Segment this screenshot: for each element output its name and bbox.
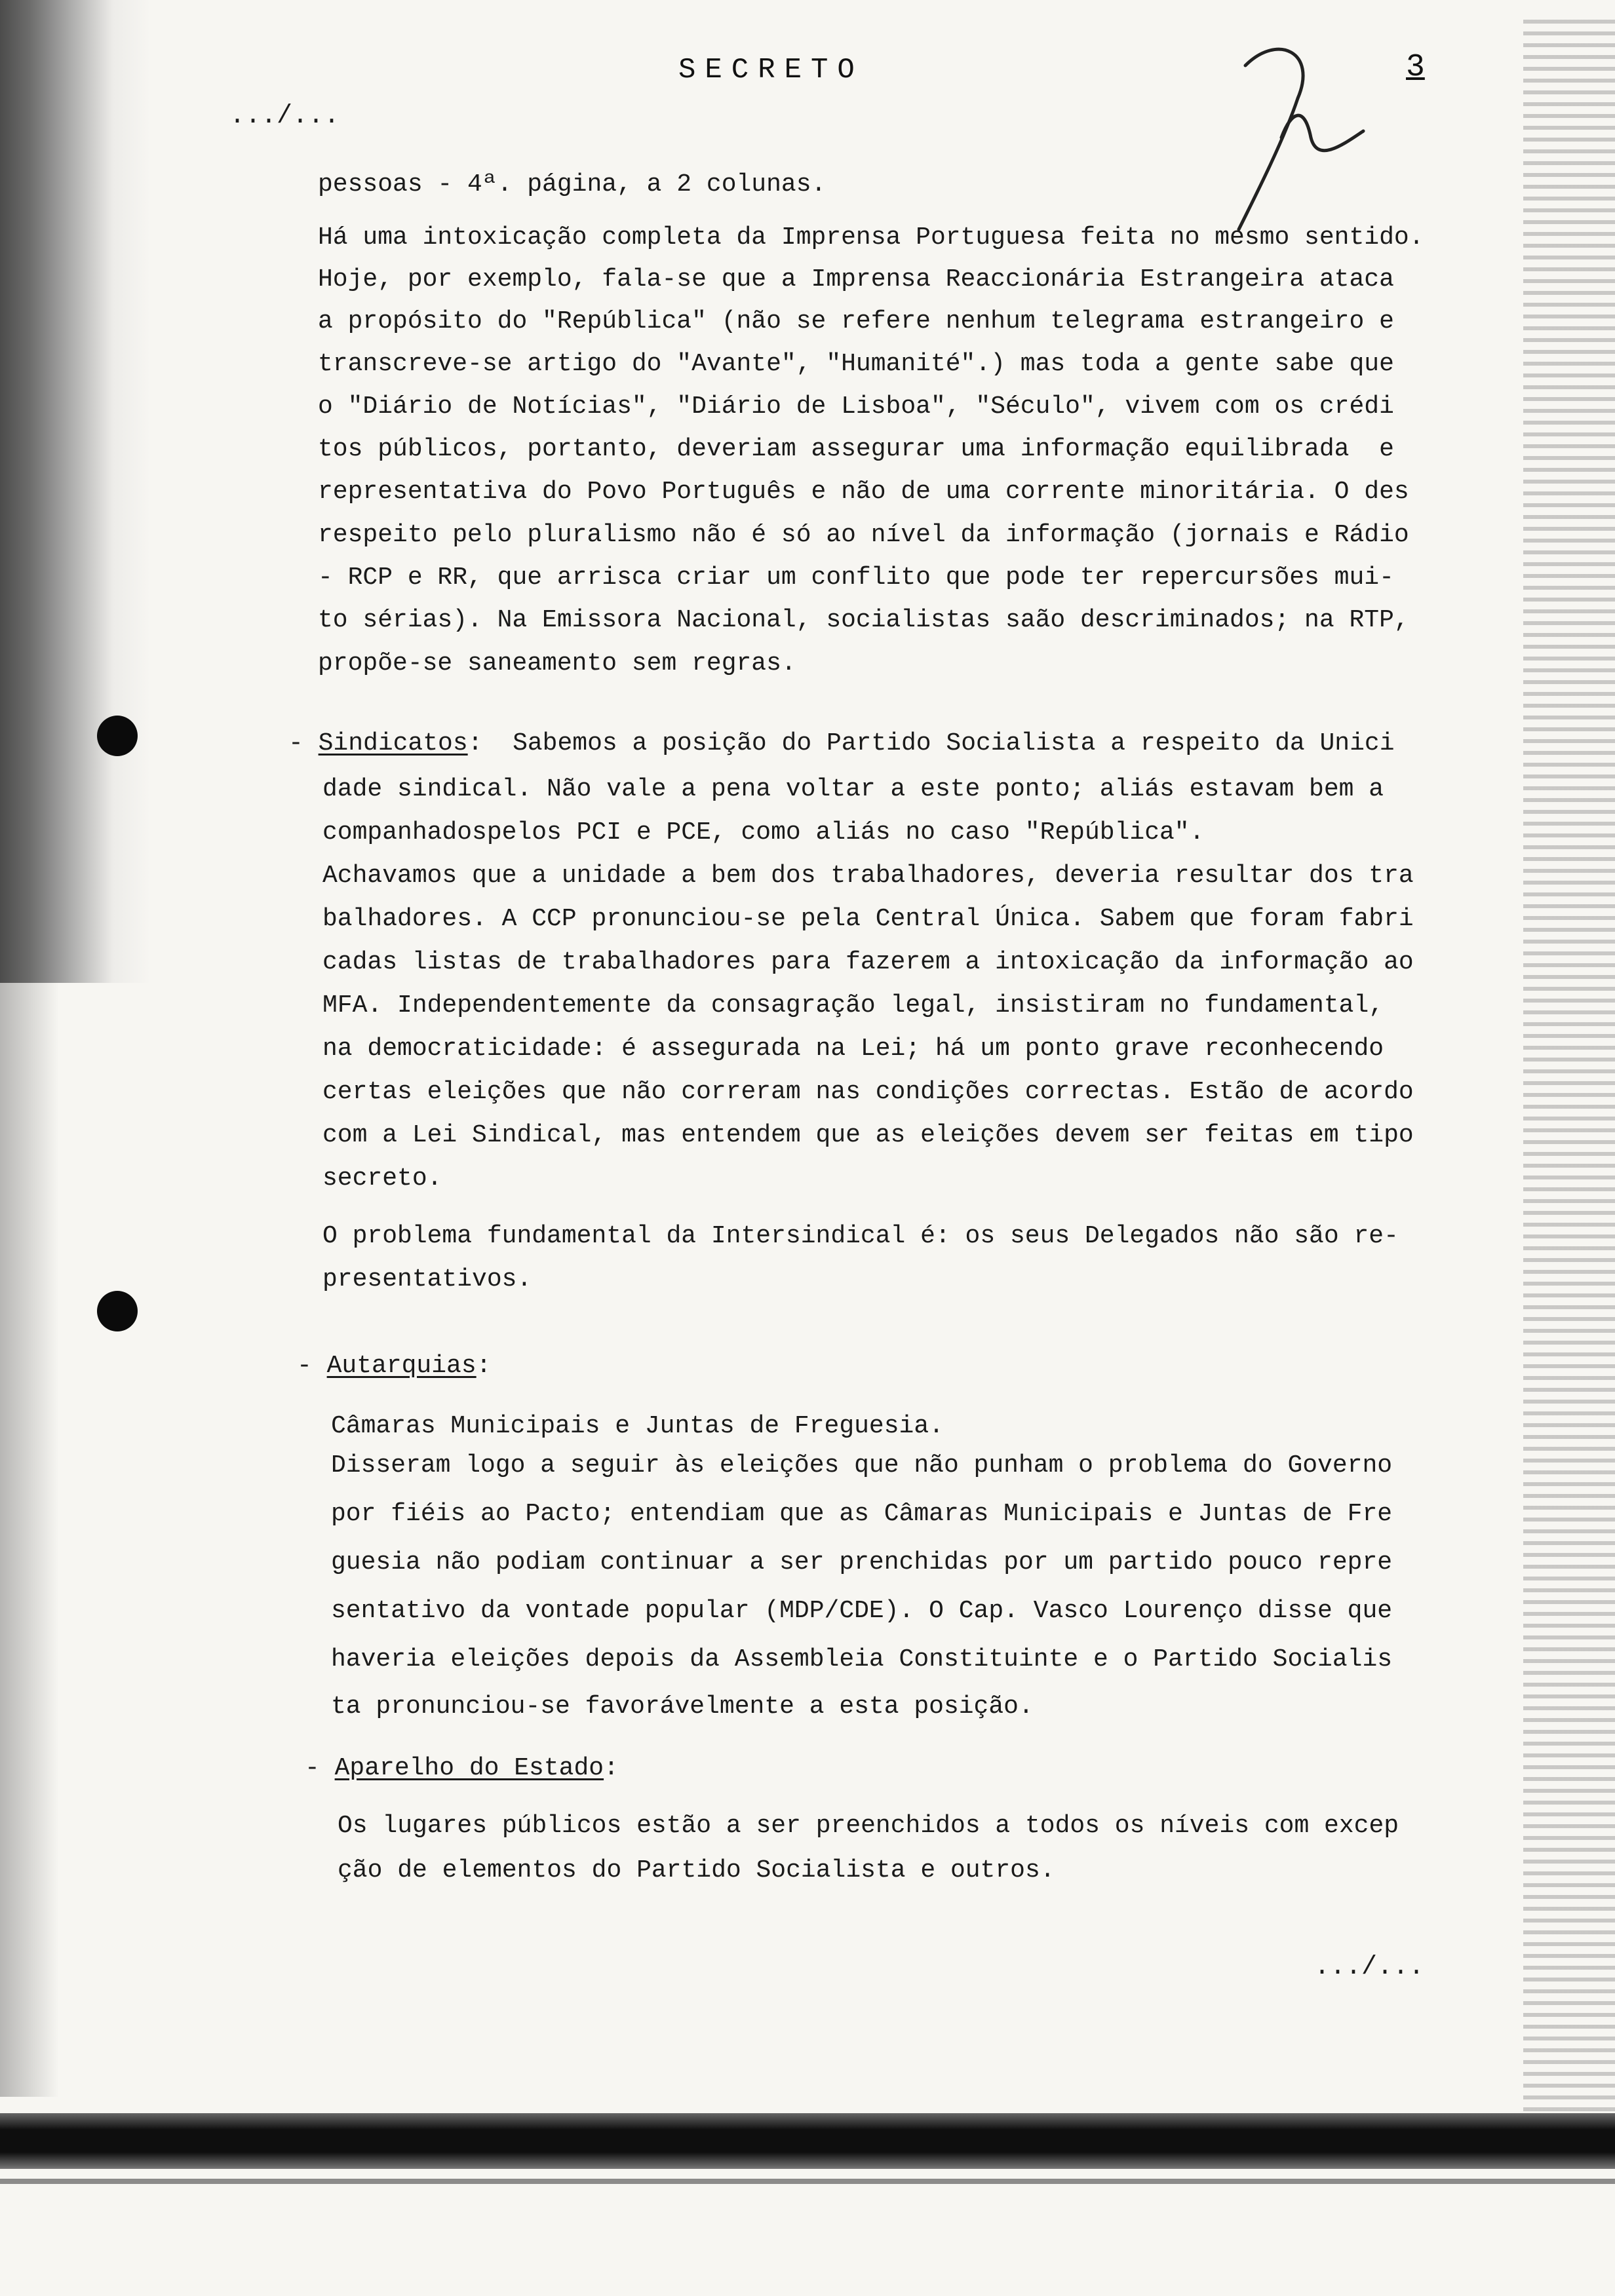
text-line: Disseram logo a seguir às eleições que não punham o problema do Governo [331, 1451, 1393, 1480]
text-line: na democraticidade: é assegurada na Lei; há um ponto grave reconhecendo [322, 1035, 1384, 1063]
text-line: MFA. Independentemente da consagração legal, insistiram no fundamental, [322, 991, 1384, 1020]
list-dash: - [305, 1754, 335, 1782]
text-line: tos públicos, portanto, deveriam assegurar uma informação equilibrada e [318, 435, 1394, 463]
text-line: representativa do Povo Português e não de uma corrente minoritária. O des [318, 478, 1409, 506]
intro-line: pessoas - 4ª. página, a 2 colunas. [318, 170, 827, 199]
punch-hole-icon [97, 1291, 138, 1331]
text-line: haveria eleições depois da Assembleia Constituinte e o Partido Socialis [331, 1645, 1393, 1674]
classification-header: SECRETO [678, 54, 864, 86]
heading-colon: : [604, 1754, 619, 1782]
text-line: respeito pelo pluralismo não é só ao nível da informação (jornais e Rádio [318, 521, 1409, 549]
heading-colon: : [476, 1352, 492, 1380]
text-line: secreto. [322, 1164, 442, 1193]
text-line: Sabemos a posição do Partido Socialista a respeito da Unici [482, 729, 1395, 757]
text-line: Achavamos que a unidade a bem dos trabalhadores, deveria resultar dos tra [322, 862, 1414, 890]
text-line: balhadores. A CCP pronunciou-se pela Central Única. Sabem que foram fabri [322, 905, 1414, 933]
section-heading-line [297, 1350, 491, 1383]
continuation-mark-bottom: .../... [1314, 1953, 1425, 1982]
list-dash: - [297, 1352, 327, 1380]
text-line: Os lugares públicos estão a ser preenchidos a todos os níveis com excep [338, 1812, 1399, 1840]
list-dash: - [288, 729, 319, 757]
text-line: sentativo da vontade popular (MDP/CDE). O Cap. Vasco Lourenço disse que [331, 1597, 1393, 1625]
scan-line-bottom [0, 2179, 1615, 2184]
text-line: O problema fundamental da Intersindical é: os seus Delegados não são re- [322, 1222, 1399, 1250]
scan-shadow-left-lower [0, 983, 59, 2097]
section-heading: Sindicatos [318, 729, 468, 757]
text-line: presentativos. [322, 1265, 532, 1293]
text-line: transcreve-se artigo do "Avante", "Humanité".) mas toda a gente sabe que [318, 350, 1394, 378]
text-line: propõe-se saneamento sem regras. [318, 649, 796, 678]
text-line: ção de elementos do Partido Socialista e outros. [338, 1856, 1055, 1885]
section-heading-line [288, 727, 1395, 760]
continuation-mark-top: .../... [229, 102, 340, 131]
text-line: - RCP e RR, que arrisca criar um conflito que pode ter repercursões mui- [318, 564, 1394, 592]
section-heading: Aparelho do Estado [334, 1754, 604, 1782]
text-line: to sérias). Na Emissora Nacional, socialistas saão descriminados; na RTP, [318, 606, 1409, 634]
text-line: Há uma intoxicação completa da Imprensa Portuguesa feita no mesmo sentido. [318, 223, 1424, 252]
text-line: com a Lei Sindical, mas entendem que as eleições devem ser feitas em tipo [322, 1121, 1414, 1149]
text-line: ta pronunciou-se favorávelmente a esta posição. [331, 1693, 1034, 1721]
section-heading-line [305, 1752, 619, 1785]
text-line: a propósito do "República" (não se refere nenhum telegrama estrangeiro e [318, 307, 1394, 335]
text-line: Câmaras Municipais e Juntas de Freguesia. [331, 1412, 944, 1440]
heading-colon: : [467, 729, 483, 757]
scan-bar-bottom [0, 2113, 1615, 2169]
handwritten-initials-icon [1219, 39, 1376, 236]
punch-hole-icon [97, 716, 138, 756]
text-line: o "Diário de Notícias", "Diário de Lisboa", "Século", vivem com os crédi [318, 392, 1394, 421]
text-line: companhadospelos PCI e PCE, como aliás no caso "República". [322, 818, 1205, 847]
text-line: cadas listas de trabalhadores para fazerem a intoxicação da informação ao [322, 948, 1414, 976]
text-line: guesia não podiam continuar a ser prenchidas por um partido pouco repre [331, 1548, 1393, 1577]
scan-shadow-left [0, 0, 151, 983]
text-line: certas eleições que não correram nas condições correctas. Estão de acordo [322, 1078, 1414, 1106]
scan-noise-right [1523, 20, 1615, 2149]
text-line: dade sindical. Não vale a pena voltar a este ponto; aliás estavam bem a [322, 775, 1384, 803]
text-line: por fiéis ao Pacto; entendiam que as Câmaras Municipais e Juntas de Fre [331, 1500, 1393, 1528]
page-number: 3 [1406, 50, 1425, 85]
section-heading: Autarquias [326, 1352, 477, 1380]
text-line: Hoje, por exemplo, fala-se que a Imprensa Reaccionária Estrangeira ataca [318, 265, 1394, 294]
